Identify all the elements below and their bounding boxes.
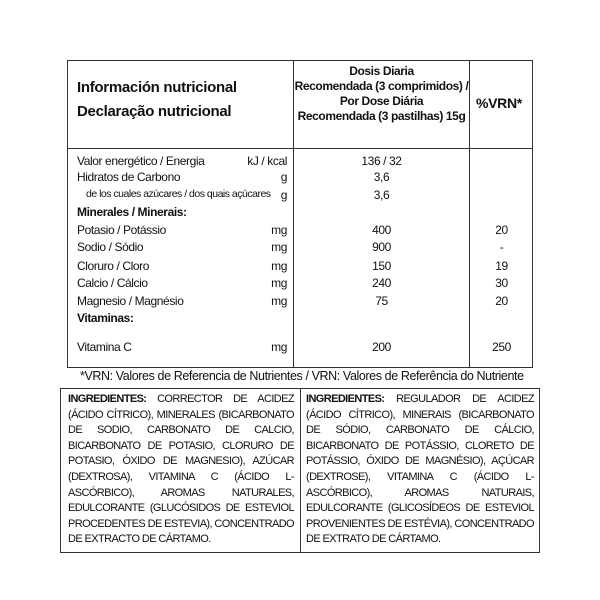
nutrient-label: Minerales / Minerais: (77, 205, 187, 219)
nutrient-value: 3,6 (373, 188, 390, 202)
footnote: *VRN: Valores de Referencia de Nutrientes / VRN: Valores de Referência do Nutriente (80, 369, 524, 383)
nutrient-vrn: 20 (495, 294, 508, 308)
ingredients-text-pt: REGULADOR DE ACIDEZ (ÁCIDO CÍTRICO), MINERAIS (BICARBONATO DE SÓDIO, CARBONATO DE CÁLCIO, BICARBONATO DE POTÁSSIO, CLORETO DE POTÁSSIO, ÓXIDO DE MAGNÉSIO), AÇÚCAR (DEXTROSE), VITAMINA C (ÁCIDO L-ASCÓRBICO), AROMAS NATURAIS, EDULCORANTE (GLICOSÍDEOS DE ESTEVIOL PROVENIENTES DE ESTÉVIA), CONCENTRADO DE EXTRATO DE CÁRTAMO. (306, 393, 534, 546)
nutrient-vrn: 19 (495, 259, 508, 273)
nutrient-label: de los cuales azúcares / dos quais açúcares (86, 188, 271, 200)
vrn-header: %VRN* (476, 95, 522, 111)
nutrient-value: 75 (375, 294, 388, 308)
nutrient-unit: mg (271, 276, 287, 290)
dose-header (294, 64, 469, 124)
nutrient-label: Potasio / Potássio (77, 223, 166, 237)
nutrient-unit: mg (271, 240, 287, 254)
dose-header-line: Recomendada (3 comprimidos) / (294, 79, 469, 93)
nutrient-unit: mg (271, 340, 287, 354)
nutrient-value: 240 (372, 276, 391, 290)
nutrient-label: Cloruro / Cloro (77, 259, 150, 273)
ingredients-pt (306, 392, 534, 548)
column-divider-vrn (469, 60, 470, 368)
nutrient-value: 136 / 32 (361, 154, 402, 168)
nutrient-unit: g (280, 188, 287, 202)
ingredients-divider (300, 388, 301, 553)
nutrient-label: Calcio / Cálcio (77, 276, 148, 290)
ingredients-text-es: CORRECTOR DE ACIDEZ (ÁCIDO CÍTRICO), MINERALES (BICARBONATO DE SODIO, CARBONATO DE CALCIO, BICARBONATO DE POTASIO, CLORURO DE POTASIO, ÓXIDO DE MAGNESIO), AZÚCAR (DEXTROSA), VITAMINA C (ÁCIDO L-ASCÓRBICO), AROMAS NATURALES, EDULCORANTE (GLUCÓSIDOS DE ESTEVIOL PROCEDENTES DE ESTEVIA), CONCENTRADO DE EXTRACTO DE CÁRTAMO. (68, 393, 294, 546)
nutrient-unit: mg (271, 259, 287, 273)
nutrient-unit: mg (271, 223, 287, 237)
nutrient-value: 150 (372, 259, 391, 273)
nutrient-unit: kJ / kcal (247, 154, 287, 168)
nutrient-vrn: 30 (495, 276, 508, 290)
nutrient-vrn: 250 (492, 340, 511, 354)
nutrient-value: 400 (372, 223, 391, 237)
dose-header-line: Por Dose Diária (339, 94, 424, 108)
nutrient-label: Hidratos de Carbono (77, 170, 181, 184)
nutrient-unit: g (280, 170, 287, 184)
ingredients-label-es: INGREDIENTES: (68, 393, 147, 405)
dose-header-line: Dosis Diaria (349, 64, 414, 78)
table-title-es: Información nutricional (77, 79, 237, 96)
nutrient-label: Valor energético / Energia (77, 154, 205, 168)
ingredients-label-pt: INGREDIENTES: (306, 393, 385, 405)
nutrient-value: 200 (372, 340, 391, 354)
nutrient-label: Sodio / Sódio (77, 240, 144, 254)
nutrient-label: Vitamina C (77, 340, 132, 354)
nutrient-label: Vitaminas: (77, 311, 134, 325)
ingredients-es (68, 392, 294, 548)
dose-header-line: Recomendada (3 pastilhas) 15g (297, 109, 466, 123)
nutrient-value: 3,6 (373, 170, 390, 184)
nutrient-vrn: 20 (495, 223, 508, 237)
header-divider (67, 148, 533, 149)
nutrient-unit: mg (271, 294, 287, 308)
nutrient-value: 900 (372, 240, 391, 254)
nutrient-vrn: - (499, 240, 504, 254)
nutrient-label: Magnesio / Magnésio (77, 294, 184, 308)
table-title-pt: Declaração nutricional (77, 103, 232, 120)
